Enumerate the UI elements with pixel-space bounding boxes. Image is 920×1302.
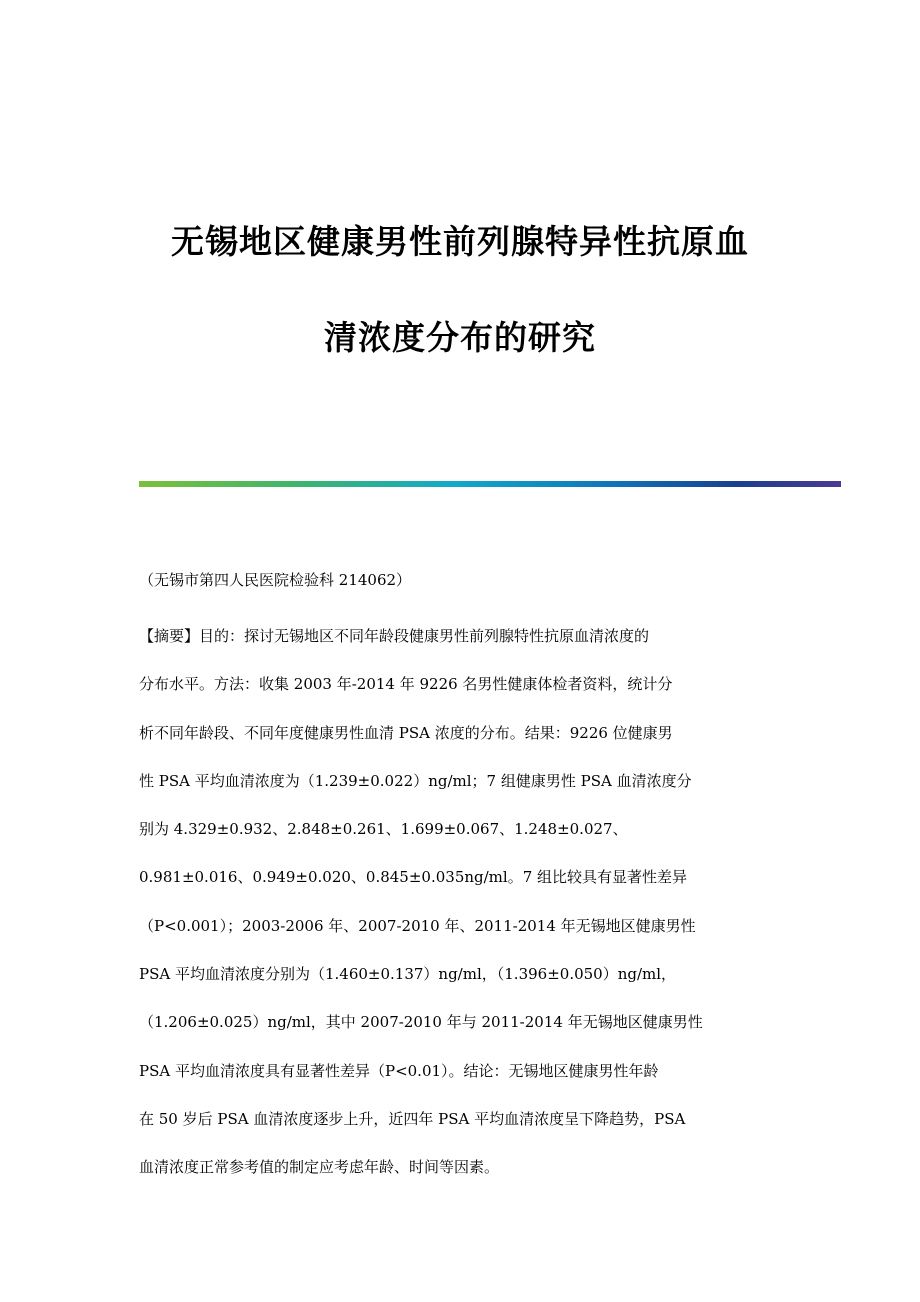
gradient-divider <box>139 481 841 487</box>
title-line-2: 清浓度分布的研究 <box>324 318 596 357</box>
abstract-line: （1.206±0.025）ng/ml，其中 2007-2010 年与 2011-2014 年无锡地区健康男性 <box>139 1013 703 1032</box>
title-line-1: 无锡地区健康男性前列腺特异性抗原血 <box>171 222 749 261</box>
abstract-line: 【摘要】目的：探讨无锡地区不同年龄段健康男性前列腺特性抗原血清浓度的 <box>139 627 650 645</box>
abstract-line: 性 PSA 平均血清浓度为（1.239±0.022）ng/ml；7 组健康男性 PSA 血清浓度分 <box>139 771 692 790</box>
abstract <box>139 620 784 1200</box>
abstract-line: 析不同年龄段、不同年度健康男性血清 PSA 浓度的分布。结果：9226 位健康男 <box>139 723 673 742</box>
abstract-line: 分布水平。方法：收集 2003 年-2014 年 9226 名男性健康体检者资料，统计分 <box>139 675 673 694</box>
abstract-line: PSA 平均血清浓度具有显著性差异（P<0.01）。结论：无锡地区健康男性年龄 <box>139 1061 659 1080</box>
author-affiliation: （无锡市第四人民医院检验科 214062） <box>139 571 412 589</box>
abstract-line: 0.981±0.016、0.949±0.020、0.845±0.035ng/ml。7 组比较具有显著性差异 <box>139 868 688 887</box>
abstract-line: （P<0.001）；2003-2006 年、2007-2010 年、2011-2014 年无锡地区健康男性 <box>139 916 696 935</box>
abstract-line: PSA 平均血清浓度分别为（1.460±0.137）ng/ml，（1.396±0.050）ng/ml， <box>139 965 677 984</box>
abstract-line: 在 50 岁后 PSA 血清浓度逐步上升，近四年 PSA 平均血清浓度呈下降趋势，PSA <box>139 1109 686 1128</box>
abstract-line: 血清浓度正常参考值的制定应考虑年龄、时间等因素。 <box>139 1158 500 1177</box>
abstract-line: 别为 4.329±0.932、2.848±0.261、1.699±0.067、1.248±0.027、 <box>139 820 628 839</box>
